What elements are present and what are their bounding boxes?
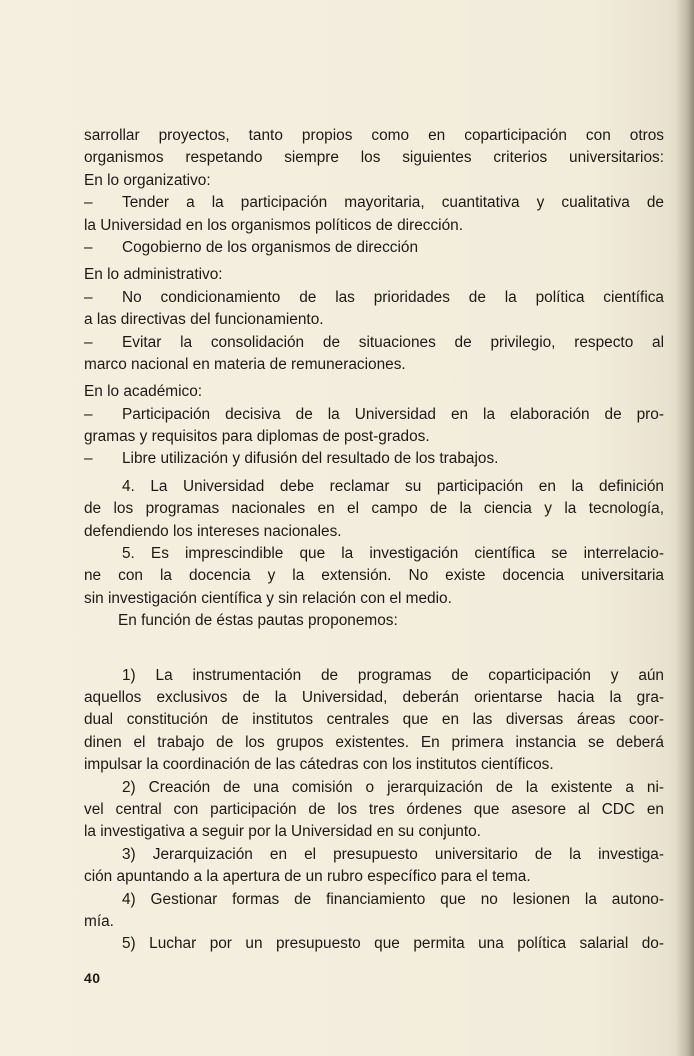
line-text: defendiendo los intereses nacionales. — [84, 522, 342, 540]
text-line — [84, 476, 664, 498]
text-line — [84, 821, 664, 843]
text-line — [84, 709, 664, 731]
bullet-line — [84, 287, 664, 309]
line-text: gramas y requisitos para diplomas de post-grados. — [84, 428, 430, 446]
line-text: 3) Jerarquización en el presupuesto universitario de la investiga- — [122, 845, 664, 863]
text-line — [84, 754, 664, 776]
line-text: ne con la docencia y la extensión. No existe docencia universitaria — [84, 567, 664, 585]
line-text: mía. — [84, 912, 114, 930]
text-line — [84, 889, 664, 911]
text-line — [84, 543, 664, 565]
line-text: dinen el trabajo de los grupos existentes. En primera instancia se deberá — [84, 733, 664, 751]
bullet-dash: – — [84, 405, 93, 423]
text-line — [84, 215, 664, 237]
line-text: 4. La Universidad debe reclamar su participación en la definición — [122, 477, 664, 495]
text-line — [84, 170, 664, 192]
line-text: En lo organizativo: — [84, 171, 211, 189]
text-line — [84, 588, 664, 610]
bullet-dash: – — [84, 288, 93, 306]
line-text: organismos respetando siempre los siguientes criterios universitarios: — [84, 149, 664, 167]
line-text: Cogobierno de los organismos de dirección — [122, 238, 419, 256]
line-text: de los programas nacionales en el campo de la ciencia y la tecnología, — [84, 500, 664, 518]
text-line — [84, 147, 664, 169]
line-text: 4) Gestionar formas de financiamiento que no lesionen la autono- — [122, 890, 664, 908]
bullet-dash: – — [84, 238, 93, 256]
text-line — [84, 125, 664, 147]
document-body — [84, 125, 664, 956]
line-text: 5) Luchar por un presupuesto que permita una política salarial do- — [122, 935, 664, 953]
text-line — [84, 911, 664, 933]
line-text: ción apuntando a la apertura de un rubro específico para el tema. — [84, 868, 531, 886]
line-text: 5. Es imprescindible que la investigación científica se interrelacio- — [122, 545, 664, 563]
line-text: En lo académico: — [84, 383, 203, 401]
section-gap — [84, 633, 664, 665]
text-line — [84, 665, 664, 687]
page-number: 40 — [84, 970, 101, 986]
line-text: No condicionamiento de las prioridades de la política científica — [122, 288, 664, 306]
bullet-line — [84, 332, 664, 354]
line-text: Libre utilización y difusión del resultado de los trabajos. — [122, 450, 499, 468]
text-line — [84, 732, 664, 754]
bullet-dash: – — [84, 194, 93, 212]
text-line — [84, 521, 664, 543]
text-line — [84, 687, 664, 709]
line-text: En lo administrativo: — [84, 266, 223, 284]
line-text: Evitar la consolidación de situaciones de privilegio, respecto al — [122, 333, 664, 351]
text-line — [84, 264, 664, 286]
line-text: vel central con participación de los tres órdenes que asesore al CDC en — [84, 800, 664, 818]
text-line — [84, 866, 664, 888]
text-line — [84, 426, 664, 448]
line-text: la Universidad en los organismos políticos de dirección. — [84, 216, 463, 234]
line-text: Participación decisiva de la Universidad en la elaboración de pro- — [122, 405, 664, 423]
text-line — [84, 777, 664, 799]
line-text: sarrollar proyectos, tanto propios como en coparticipación con otros — [84, 127, 664, 144]
line-text: la investigativa a seguir por la Universidad en su conjunto. — [84, 823, 481, 841]
bullet-line — [84, 192, 664, 214]
line-text: 2) Creación de una comisión o jerarquización de la existente a ni- — [122, 778, 664, 796]
line-text: 1) La instrumentación de programas de coparticipación y aún — [122, 666, 664, 684]
text-line — [84, 381, 664, 403]
text-line — [84, 799, 664, 821]
line-text: aquellos exclusivos de la Universidad, deberán orientarse hacia la gra- — [84, 688, 664, 706]
bullet-line — [84, 448, 664, 470]
text-line — [84, 354, 664, 376]
bullet-line — [84, 404, 664, 426]
line-text: Tender a la participación mayoritaria, cuantitativa y cualitativa de — [122, 194, 664, 212]
line-text: dual constitución de institutos centrales que en las diversas áreas coor- — [84, 711, 664, 729]
page-edge-shadow — [676, 0, 694, 1056]
text-line — [84, 498, 664, 520]
line-text: impulsar la coordinación de las cátedras con los institutos científicos. — [84, 756, 554, 774]
text-line — [84, 933, 664, 955]
text-line — [84, 565, 664, 587]
text-line — [84, 844, 664, 866]
line-text: marco nacional en materia de remuneraciones. — [84, 355, 406, 373]
line-text: a las directivas del funcionamiento. — [84, 311, 324, 329]
line-text: sin investigación científica y sin relación con el medio. — [84, 589, 452, 607]
text-line — [84, 610, 664, 632]
line-text: En función de éstas pautas proponemos: — [118, 612, 398, 630]
bullet-dash: – — [84, 333, 93, 351]
bullet-dash: – — [84, 450, 93, 468]
bullet-line — [84, 237, 664, 259]
text-line — [84, 309, 664, 331]
